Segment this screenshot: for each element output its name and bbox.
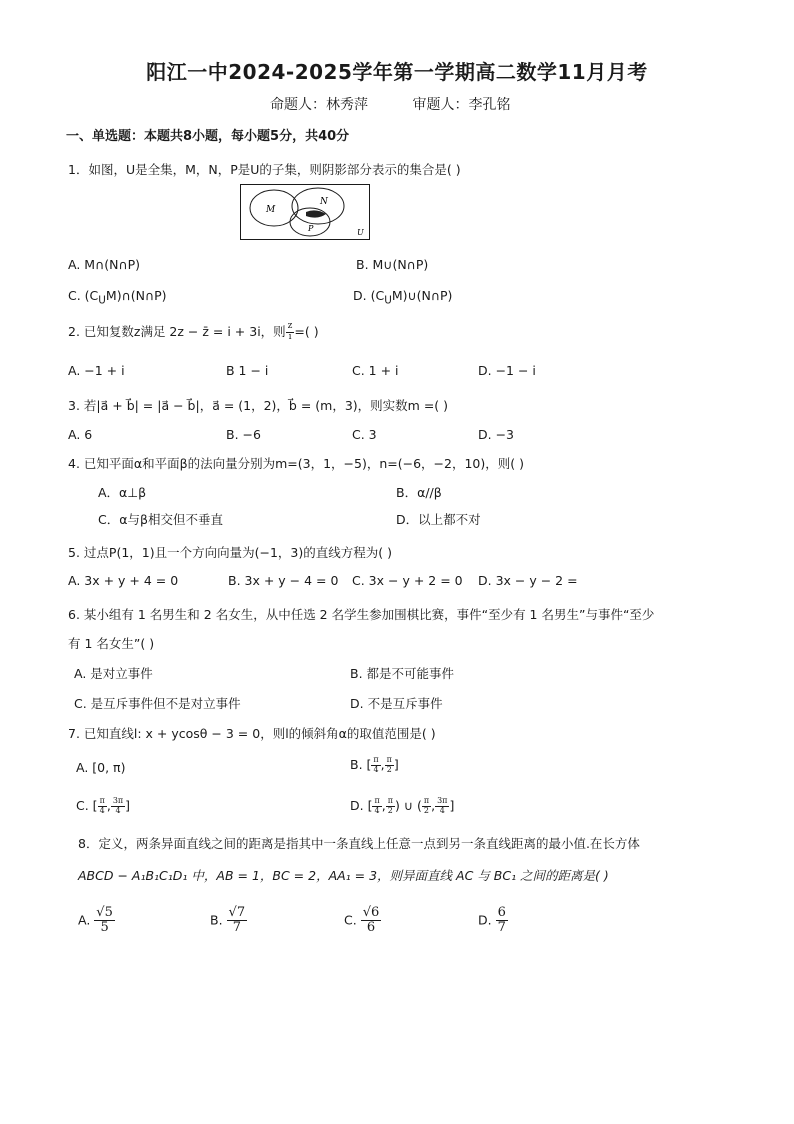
q1-option-d-rest: M)∪(N∩P) (391, 288, 453, 303)
q5-option-b[interactable]: B. 3x + y − 4 = 0 (228, 573, 339, 588)
q1-option-c[interactable] (68, 288, 167, 307)
question-5-stem: 5. 过点P(1，1)且一个方向向量为(−1，3)的直线方程为( ) (68, 545, 392, 560)
q1-option-a[interactable]: A. M∩(N∩P) (68, 257, 141, 272)
q1-option-c-rest: M)∩(N∩P) (105, 288, 167, 303)
question-2-stem (68, 322, 319, 343)
q3-option-a[interactable]: A. 6 (68, 427, 93, 442)
q4-option-c[interactable]: C．α与β相交但不垂直 (98, 512, 223, 527)
q7-option-b[interactable]: B. [ $\frac{\pi}{4}$ , $\frac{\pi}{2}$ ] (350, 755, 399, 774)
question-8-stem-line1: 8．定义，两条异面直线之间的距离是指其中一条直线上任意一点到另一条直线距离的最小值.在长方体 (78, 836, 640, 851)
q4-option-a[interactable]: A．α⊥β (98, 485, 147, 500)
venn-diagram (240, 184, 370, 240)
q7-option-a[interactable]: A. [0, π) (76, 760, 126, 775)
question-1-stem: 1．如图，U是全集，M，N，P是U的子集，则阴影部分表示的集合是( ) (68, 162, 461, 177)
question-8-stem-line2: ABCD − A₁B₁C₁D₁ 中，AB = 1，BC = 2，AA₁ = 3，则异面直线 AC 与 BC₁ 之间的距离是( ) (78, 868, 609, 883)
venn-label-n: N (320, 197, 328, 207)
q1-option-d[interactable] (353, 288, 452, 307)
q3-option-d[interactable]: D. −3 (478, 427, 514, 442)
venn-label-m: M (266, 205, 276, 215)
q7-option-d[interactable]: D. [ $\frac{\pi}{4}$ , $\frac{\pi}{2}$ ) ∪ ( $\frac{\pi}{2}$ , $\frac{3\pi}{4}$ ] (350, 796, 455, 815)
q2-stem-pre: 2. 已知复数z满足 2z − z̄ = i + 3i，则 (68, 324, 286, 339)
question-6-stem-line1: 6. 某小组有 1 名男生和 2 名女生，从中任选 2 名学生参加围棋比赛，事件“至少有 1 名男生”与事件“至少 (68, 607, 655, 622)
q1-option-c-sub: U (98, 294, 106, 307)
q1-option-c-pre: C. (C (68, 288, 99, 303)
q2-fraction: $\frac{z}{i}$ (287, 321, 293, 342)
q3-option-c[interactable]: C. 3 (352, 427, 377, 442)
q6-option-d[interactable]: D. 不是互斥事件 (350, 696, 443, 711)
venn-circle-n (292, 188, 344, 224)
q6-option-c[interactable]: C. 是互斥事件但不是对立事件 (74, 696, 241, 711)
reviewer-name: 审题人：李孔铭 (412, 97, 511, 113)
q4-option-b[interactable]: B．α//β (396, 485, 442, 500)
authors-line (270, 94, 550, 114)
venn-universe-rect (241, 185, 370, 240)
page-title: 阳江一中2024-2025学年第一学期高二数学11月月考 (146, 60, 648, 84)
q8-option-c[interactable]: C. $\frac{√6}{6}$ (344, 905, 380, 936)
venn-label-u: U (357, 228, 364, 237)
q8-option-b[interactable]: B. $\frac{√7}{7}$ (210, 905, 246, 936)
q1-option-b[interactable]: B. M∪(N∩P) (356, 257, 429, 272)
setter-name: 命题人：林秀萍 (270, 97, 368, 113)
q2-option-a[interactable]: A. −1 + i (68, 363, 125, 378)
question-7-stem: 7. 已知直线l: x + ycosθ − 3 = 0，则l的倾斜角α的取值范围是( ) (68, 726, 436, 741)
q5-option-a[interactable]: A. 3x + y + 4 = 0 (68, 573, 179, 588)
venn-label-p: P (308, 224, 314, 233)
q5-option-d[interactable]: D. 3x − y − 2 = (478, 573, 578, 588)
q2-option-b[interactable]: B 1 − i (226, 363, 269, 378)
q2-option-d[interactable]: D. −1 − i (478, 363, 536, 378)
q1-option-d-sub: U (384, 294, 392, 307)
question-6-stem-line2: 有 1 名女生”( ) (68, 636, 155, 651)
question-4-stem: 4. 已知平面α和平面β的法向量分别为m=(3，1，−5)，n=(−6，−2，10)，则( ) (68, 456, 524, 471)
q2-stem-post: =( ) (294, 324, 319, 339)
q3-option-b[interactable]: B. −6 (226, 427, 261, 442)
q8-option-a[interactable]: A. $\frac{√5}{5}$ (78, 905, 113, 936)
section-heading: 一、单选题：本题共8小题，每小题5分，共40分 (66, 129, 350, 144)
q1-option-d-pre: D. (C (353, 288, 385, 303)
q7-option-c[interactable]: C. [ $\frac{\pi}{4}$ , $\frac{3\pi}{4}$ ] (76, 796, 131, 815)
q6-option-a[interactable]: A. 是对立事件 (74, 666, 153, 681)
q5-option-c[interactable]: C. 3x − y + 2 = 0 (352, 573, 463, 588)
question-3-stem: 3. 若|a⃗ + b⃗| = |a⃗ − b⃗|，a⃗ = (1，2)，b⃗ = (m，3)，则实数m =( ) (68, 398, 449, 413)
q4-option-d[interactable]: D．以上都不对 (396, 512, 481, 527)
q8-option-d[interactable]: D. $\frac{6}{7}$ (478, 905, 506, 936)
q6-option-b[interactable]: B. 都是不可能事件 (350, 666, 455, 681)
q2-option-c[interactable]: C. 1 + i (352, 363, 399, 378)
